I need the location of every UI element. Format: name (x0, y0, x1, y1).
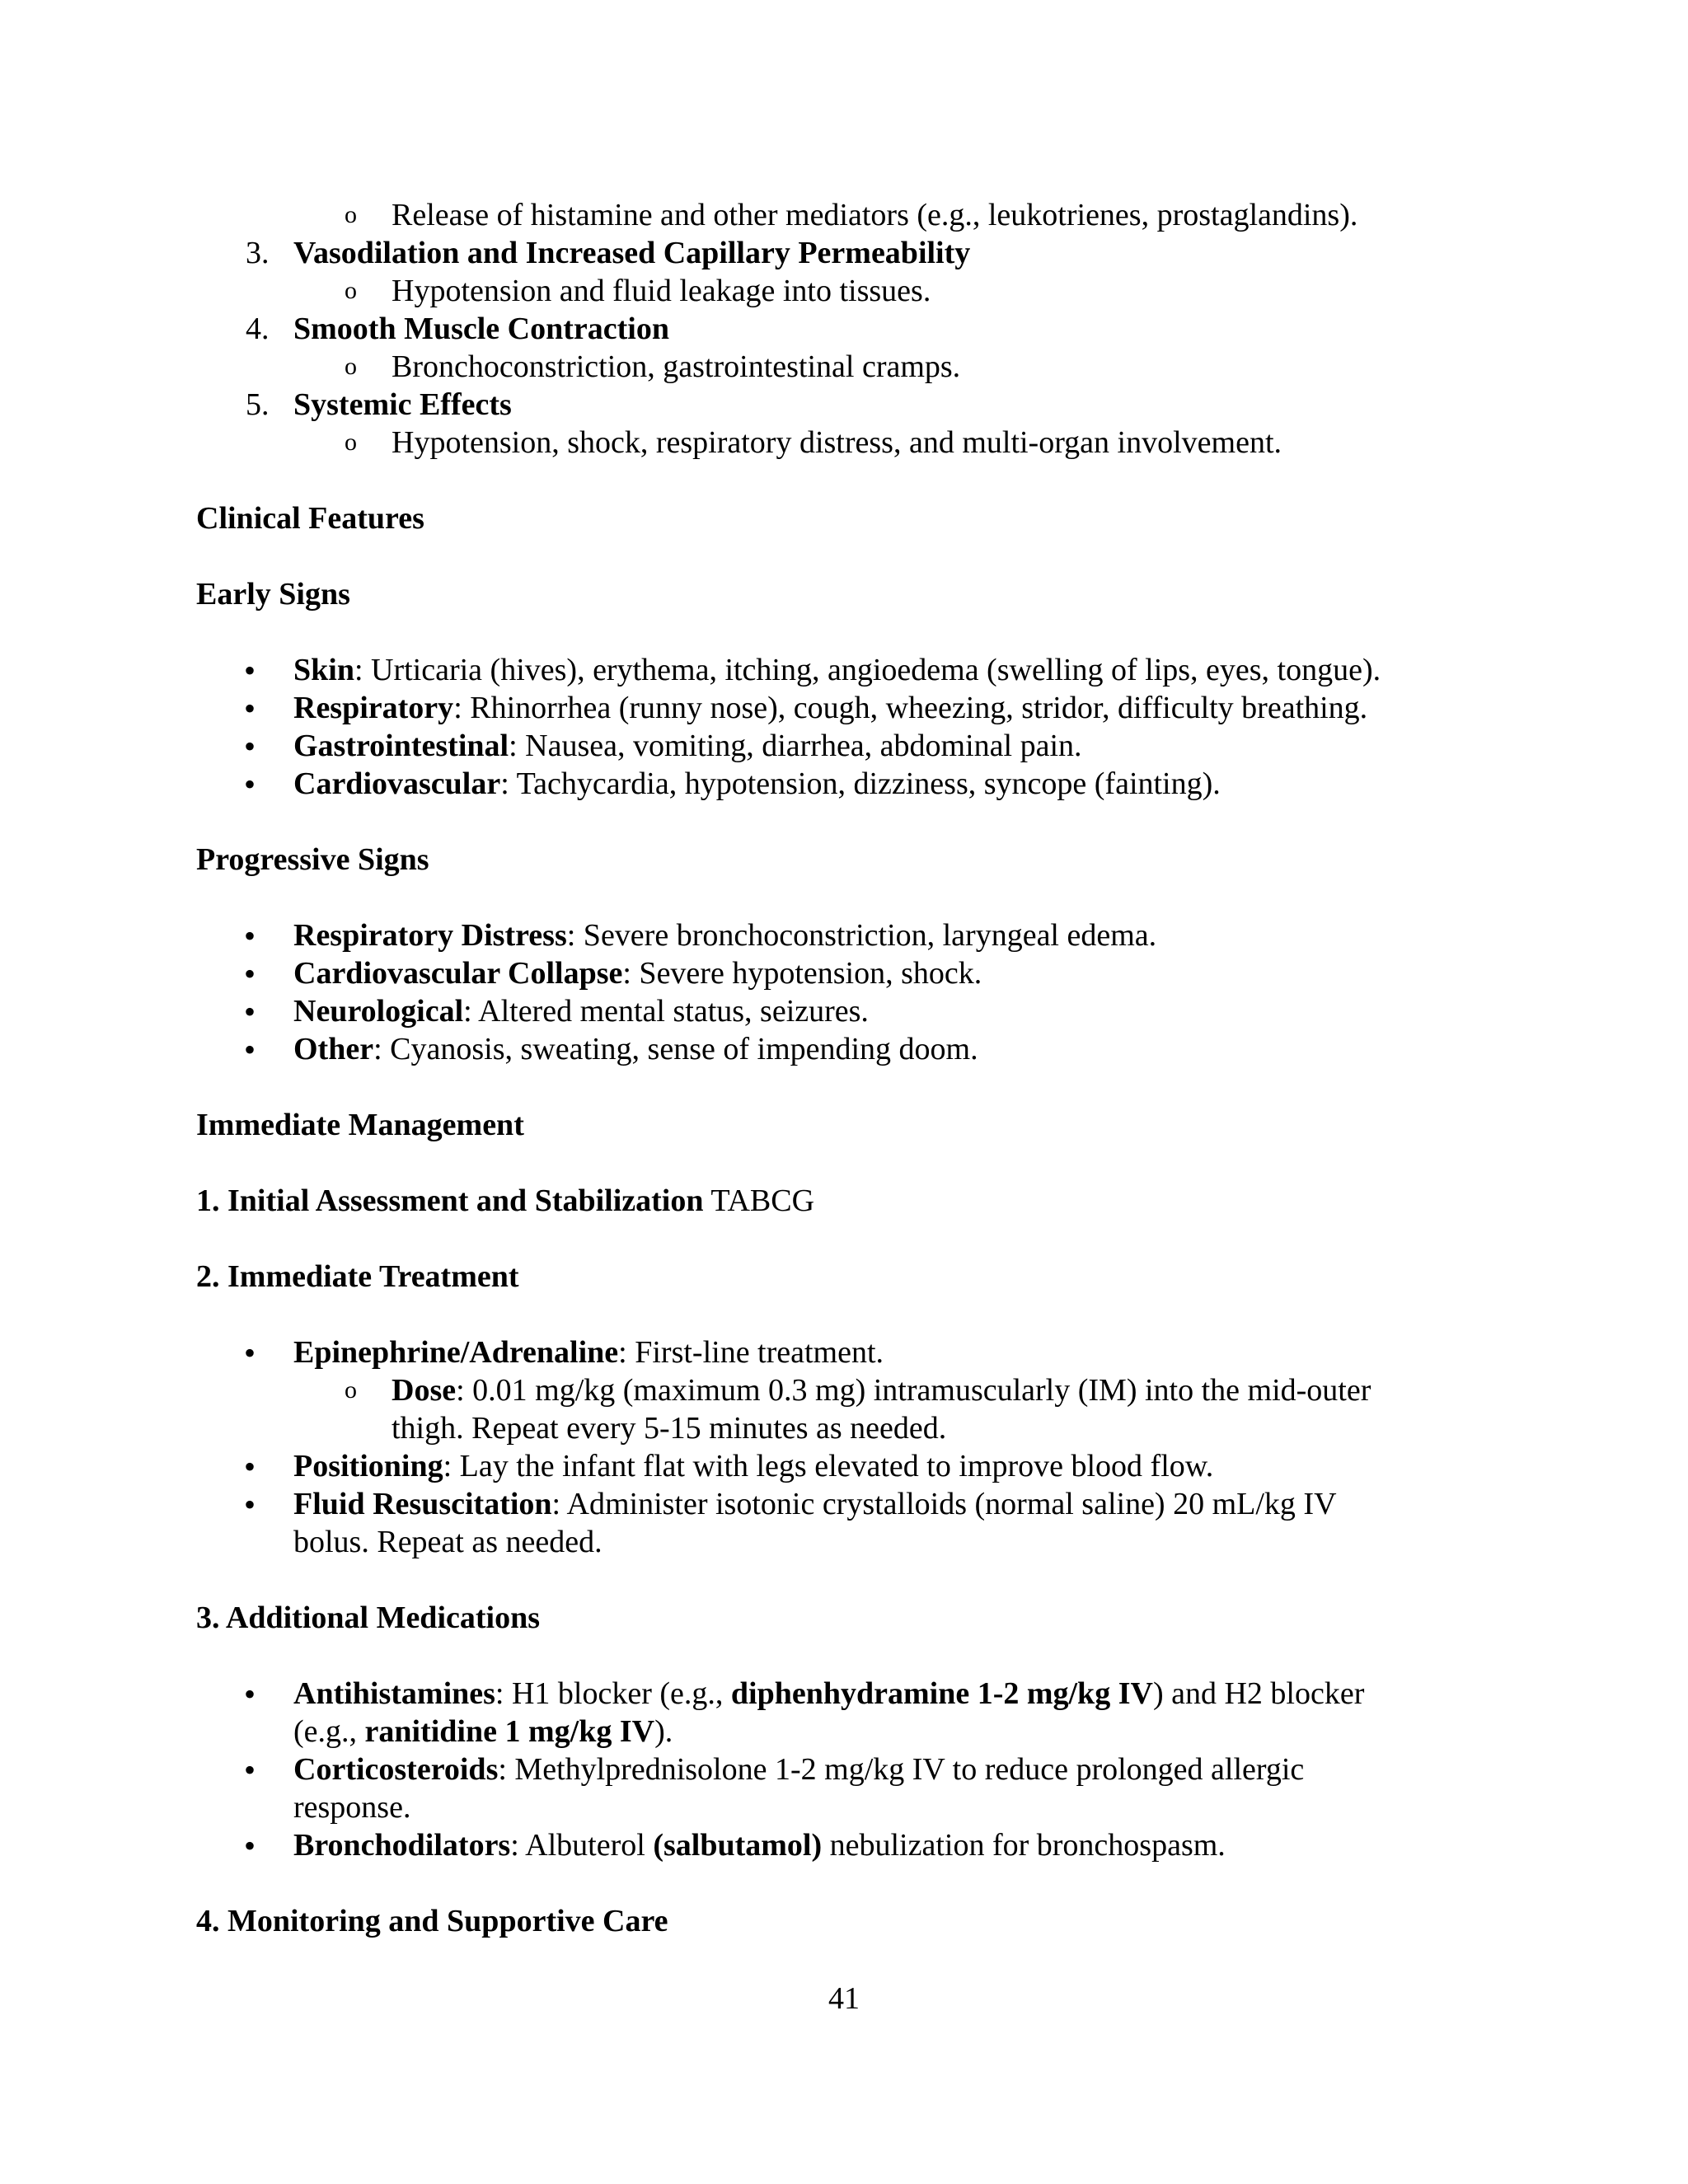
early-sign-respiratory (293, 689, 1367, 727)
item-text: : Rhinorrhea (runny nose), cough, wheezing, stridor, difficulty breathing. (453, 691, 1368, 725)
item-label: Neurological (293, 994, 464, 1029)
item-label: Respiratory Distress (293, 918, 567, 953)
item-text: : Albuterol (510, 1828, 654, 1863)
bullet-marker: • (244, 652, 256, 689)
item-text: nebulization for bronchospasm. (822, 1828, 1226, 1863)
item-label: Fluid Resuscitation (293, 1487, 552, 1521)
corticosteroids-continued: response. (293, 1790, 411, 1825)
item-label: Dose (392, 1373, 457, 1408)
section-heading-immediate-management: Immediate Management (196, 1108, 524, 1142)
sub-list-text: Hypotension and fluid leakage into tissues. (392, 274, 931, 308)
medication-antihistamines (293, 1675, 1364, 1713)
additional-medications-heading: 3. Additional Medications (196, 1601, 540, 1635)
list-number: 5. (246, 387, 270, 422)
early-sign-cardiovascular (293, 765, 1221, 803)
item-label: Respiratory (293, 691, 454, 725)
bullet-marker: • (244, 1031, 256, 1068)
item-label: Positioning (293, 1449, 443, 1483)
sub-bullet-marker: o (345, 353, 357, 380)
item-text: : H1 blocker (e.g., (495, 1676, 731, 1711)
progressive-sign-cardiovascular-collapse (293, 954, 982, 992)
item-label: Other (293, 1032, 374, 1066)
item-text: ). (654, 1714, 673, 1749)
bullet-marker: • (244, 1827, 256, 1864)
list-number: 3. (246, 236, 270, 270)
fluid-resuscitation-continued: bolus. Repeat as needed. (293, 1525, 603, 1559)
initial-assessment-heading (196, 1182, 814, 1220)
item-label: Bronchodilators (293, 1828, 511, 1863)
item-text: : Methylprednisolone 1-2 mg/kg IV to reduce prolonged allergic (498, 1752, 1305, 1787)
bullet-marker: • (244, 1486, 256, 1523)
immediate-treatment-heading: 2. Immediate Treatment (196, 1259, 519, 1294)
sub-bullet-marker: o (345, 429, 357, 456)
item-text: : Lay the infant flat with legs elevated to improve blood flow. (443, 1449, 1214, 1483)
list-item-title: Systemic Effects (293, 387, 512, 422)
item-text: : Cyanosis, sweating, sense of impending doom. (373, 1032, 978, 1066)
section-heading-clinical-features: Clinical Features (196, 501, 424, 536)
progressive-sign-respiratory-distress (293, 916, 1156, 954)
bullet-marker: • (244, 1751, 256, 1788)
antihistamines-continued (293, 1713, 673, 1750)
item-label: Skin (293, 653, 354, 687)
monitoring-heading: 4. Monitoring and Supportive Care (196, 1904, 668, 1938)
item-text: : Altered mental status, seizures. (463, 994, 869, 1029)
list-item-title: Vasodilation and Increased Capillary Permeability (293, 236, 971, 270)
bullet-marker: • (244, 690, 256, 727)
item-text: : First-line treatment. (618, 1335, 884, 1370)
medication-bronchodilators (293, 1826, 1226, 1864)
heading-suffix: TABCG (703, 1183, 815, 1218)
item-label: Antihistamines (293, 1676, 495, 1711)
bullet-marker: • (244, 1675, 256, 1713)
item-text: : Severe hypotension, shock. (622, 956, 982, 991)
sub-bullet-marker: o (345, 201, 357, 228)
item-label: Cardiovascular Collapse (293, 956, 623, 991)
item-text: : Nausea, vomiting, diarrhea, abdominal pain. (509, 729, 1082, 763)
bullet-marker: • (244, 917, 256, 954)
mediators-release-text: Release of histamine and other mediators (e.g., leukotrienes, prostaglandins). (392, 198, 1358, 232)
list-item-title: Smooth Muscle Contraction (293, 312, 669, 346)
progressive-sign-neurological (293, 992, 869, 1030)
item-text: ) and H2 blocker (1152, 1676, 1365, 1711)
bullet-marker: • (244, 766, 256, 803)
item-label: Epinephrine/Adrenaline (293, 1335, 619, 1370)
early-sign-gastrointestinal (293, 727, 1082, 765)
item-text: : 0.01 mg/kg (maximum 0.3 mg) intramuscularly (IM) into the mid-outer (456, 1373, 1372, 1408)
bullet-marker: • (244, 993, 256, 1030)
treatment-epinephrine (293, 1333, 884, 1371)
epinephrine-dose-continued: thigh. Repeat every 5-15 minutes as needed. (392, 1411, 947, 1446)
bullet-marker: • (244, 728, 256, 765)
sub-list-text: Hypotension, shock, respiratory distress, and multi-organ involvement. (392, 425, 1282, 460)
bullet-marker: • (244, 955, 256, 992)
bullet-marker: • (244, 1334, 256, 1371)
item-text: : Urticaria (hives), erythema, itching, angioedema (swelling of lips, eyes, tongue). (354, 653, 1381, 687)
treatment-fluid-resuscitation (293, 1485, 1337, 1523)
drug-name: (salbutamol) (653, 1828, 823, 1863)
item-text: : Severe bronchoconstriction, laryngeal edema. (566, 918, 1157, 953)
item-label: Corticosteroids (293, 1752, 499, 1787)
page-number: 41 (828, 1981, 860, 2016)
item-text: : Tachycardia, hypotension, dizziness, syncope (fainting). (500, 766, 1221, 801)
subsection-heading-progressive-signs: Progressive Signs (196, 842, 429, 877)
item-text: (e.g., (293, 1714, 365, 1749)
subsection-heading-early-signs: Early Signs (196, 577, 350, 612)
progressive-sign-other (293, 1030, 978, 1068)
bullet-marker: • (244, 1448, 256, 1485)
treatment-positioning (293, 1447, 1213, 1485)
item-label: Cardiovascular (293, 766, 501, 801)
drug-dose: ranitidine 1 mg/kg IV (364, 1714, 655, 1749)
sub-bullet-marker: o (345, 277, 357, 304)
sub-bullet-marker: o (345, 1376, 357, 1404)
medication-corticosteroids (293, 1750, 1304, 1788)
sub-list-text: Bronchoconstriction, gastrointestinal cramps. (392, 349, 961, 384)
item-text: : Administer isotonic crystalloids (normal saline) 20 mL/kg IV (551, 1487, 1337, 1521)
item-label: Gastrointestinal (293, 729, 509, 763)
epinephrine-dose (392, 1371, 1371, 1409)
heading-text: 1. Initial Assessment and Stabilization (196, 1183, 704, 1218)
list-number: 4. (246, 312, 270, 346)
drug-dose: diphenhydramine 1-2 mg/kg IV (730, 1676, 1153, 1711)
early-sign-skin (293, 651, 1381, 689)
